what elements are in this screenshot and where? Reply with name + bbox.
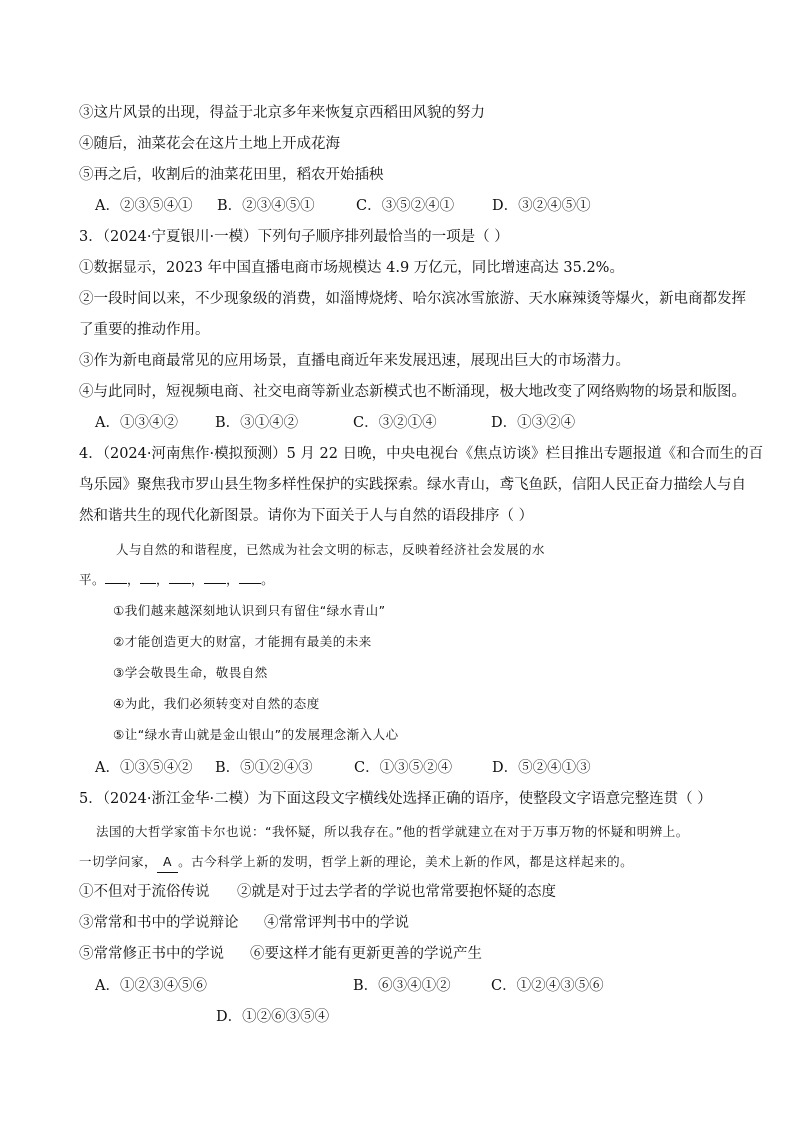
- q4-passage-line-1: 人与自然的和谐程度，已然成为社会文明的标志，反映着经济社会发展的水: [116, 542, 546, 557]
- q5-item-5: ⑤常常修正书中的学说: [79, 946, 224, 962]
- q4-item-4: ④为此，我们必须转变对自然的态度: [113, 696, 320, 711]
- q2-item-4: ④随后，油菜花会在这片土地上开成花海: [79, 136, 340, 152]
- q4-item-1: ①我们越来越深刻地认识到只有留住“绿水青山”: [113, 603, 386, 618]
- q4-option-d: D．⑤②④①③: [492, 760, 591, 776]
- q4-passage-line-2: 平。 ， ， ， ， 。: [79, 572, 275, 587]
- q4-item-5: ⑤让“绿水青山就是金山银山”的发展理念渐入人心: [113, 727, 399, 742]
- q2-option-b: B．②③④⑤①: [217, 198, 315, 214]
- q5-passage-post: 。古今科学上新的发明，哲学上新的理论，美术上新的作风，都是这样起来的。: [178, 854, 634, 869]
- q5-passage-line-1: 法国的大哲学家笛卡尔也说：“我怀疑，所以我存在。”他的哲学就建立在对于万事万物的怀疑和明辨上。: [96, 824, 689, 839]
- q4-blank: [105, 571, 127, 584]
- q3-item-4: ④与此同时，短视频电商、社交电商等新业态新模式也不断涌现，极大地改变了网络购物的场景和版图。: [79, 384, 746, 400]
- q3-item-2: ②一段时间以来，不少现象级的消费，如淄博烧烤、哈尔滨冰雪旅游、天水麻辣烫等爆火，新电商都发挥: [79, 291, 746, 307]
- q4-item-2: ②才能创造更大的财富，才能拥有最美的未来: [113, 634, 372, 649]
- q5-passage-pre: 一切学问家，: [79, 854, 158, 869]
- q3-item-2-cont: 了重要的推动作用。: [79, 322, 210, 338]
- q3-option-c: C．③②①④: [353, 415, 437, 431]
- q5-option-c: C．①②④③⑤⑥: [491, 978, 604, 994]
- q2-option-c: C．③⑤②④①: [356, 198, 455, 214]
- q5-option-b: B．⑥③④①②: [353, 978, 451, 994]
- q5-blank-answer: A: [157, 852, 178, 873]
- q5-passage-line-2: [79, 852, 633, 873]
- q4-item-3: ③学会敬畏生命，敬畏自然: [113, 665, 268, 680]
- q3-item-1: ①数据显示，2023 年中国直播电商市场规模达 4.9 万亿元，同比增速高达 35.2%。: [79, 260, 624, 276]
- q4-blank: [140, 571, 156, 584]
- q4-stem-line-3: 然和谐共生的现代化新图景。请你为下面关于人与自然的语段排序（ ）: [79, 508, 534, 524]
- q5-item-6: ⑥要这样才能有更新更善的学说产生: [250, 946, 482, 962]
- q5-item-3: ③常常和书中的学说辩论: [79, 915, 239, 931]
- q4-option-b: B．⑤①②④③: [215, 760, 313, 776]
- q4-stem-line-1: 4．（2024·河南焦作·模拟预测）5 月 22 日晚，中央电视台《焦点访谈》栏目推出专题报道《和合而生的百: [79, 446, 764, 462]
- q5-item-1: ①不但对于流俗传说: [79, 884, 210, 900]
- q2-option-a: A．②③⑤④①: [95, 198, 193, 214]
- q3-item-3: ③作为新电商最常见的应用场景，直播电商近年来发展迅速，展现出巨大的市场潜力。: [79, 353, 630, 369]
- q2-option-d: D．③②④⑤①: [492, 198, 591, 214]
- q2-item-3: ③这片风景的出现，得益于北京多年来恢复京西稻田风貌的努力: [79, 105, 485, 121]
- q4-blank: [169, 571, 191, 584]
- q5-item-4: ④常常评判书中的学说: [264, 915, 409, 931]
- q5-stem: 5．（2024·浙江金华·二模）为下面这段文字横线处选择正确的语序，使整段文字语意完整连贯（ ）: [79, 791, 712, 807]
- q3-option-b: B．③①④②: [215, 415, 299, 431]
- q4-blank: [239, 571, 261, 584]
- q5-option-d: D．①②⑥③⑤④: [216, 1009, 330, 1025]
- q4-option-c: C．①③⑤②④: [354, 760, 453, 776]
- q5-option-a: A．①②③④⑤⑥: [95, 978, 207, 994]
- q3-option-a: A．①③④②: [95, 415, 178, 431]
- q2-item-5: ⑤再之后，收割后的油菜花田里，稻农开始插秧: [79, 167, 384, 183]
- q4-option-a: A．①③⑤④②: [95, 760, 193, 776]
- q5-item-2: ②就是对于过去学者的学说也常常要抱怀疑的态度: [237, 884, 556, 900]
- q4-passage-prefix: 平。: [79, 572, 106, 587]
- q3-stem: 3．（2024·宁夏银川·一模）下列句子顺序排列最恰当的一项是（ ）: [79, 229, 509, 245]
- q4-stem-line-2: 鸟乐园》聚焦我市罗山县生物多样性保护的实践探索。绿水青山，鸢飞鱼跃，信阳人民正奋力描绘人与自: [79, 477, 746, 493]
- q4-blank: [204, 571, 226, 584]
- q3-option-d: D．①③②④: [491, 415, 576, 431]
